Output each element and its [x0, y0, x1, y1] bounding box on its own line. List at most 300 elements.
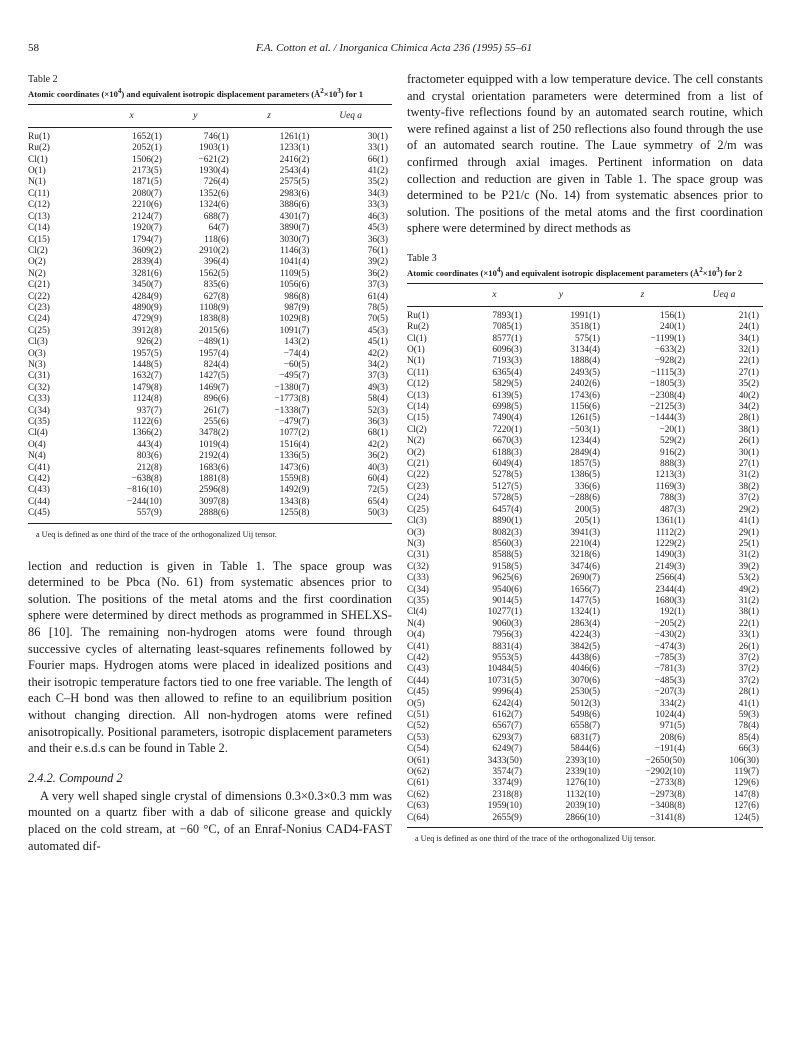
table-cell: 34(2) [738, 402, 759, 413]
atom-label: C(13) [407, 390, 429, 401]
table-cell: 7193(3) [492, 356, 522, 367]
table-cell: 803(6) [136, 451, 162, 462]
table-cell: 1516(4) [279, 439, 310, 450]
table-cell: 156(1) [660, 310, 685, 321]
table-cell: 2493(5) [570, 367, 600, 378]
table-cell: −2125(3) [650, 402, 685, 413]
atom-label: O(2) [407, 447, 425, 458]
column-header: x [467, 283, 522, 306]
table-cell: 1448(5) [132, 359, 162, 370]
table-cell: 9553(5) [492, 652, 522, 663]
table-cell: 1857(5) [570, 459, 600, 470]
table-cell: −2973(8) [650, 789, 685, 800]
table-row [407, 516, 763, 527]
table-cell: 68(1) [367, 428, 388, 439]
table-cell: 2318(8) [492, 789, 522, 800]
atom-label: Cl(4) [407, 607, 427, 618]
table-row [407, 402, 763, 413]
table-cell: 1473(6) [279, 462, 310, 473]
table-cell: 1871(5) [132, 177, 162, 188]
column-header: y [162, 104, 229, 127]
table-cell: 8890(1) [492, 516, 522, 527]
table-3-grid [407, 283, 763, 828]
table-cell: 21(1) [738, 310, 759, 321]
table-row [28, 212, 392, 223]
table-cell: 3609(2) [132, 245, 162, 256]
table-cell: 788(3) [660, 493, 685, 504]
atom-label: C(12) [407, 379, 429, 390]
table-cell: 4890(9) [132, 302, 162, 313]
column-header: x [101, 104, 162, 127]
table-row [407, 687, 763, 698]
table-cell: −638(8) [131, 474, 162, 485]
table-cell: 1261(1) [279, 131, 310, 142]
atom-label: C(24) [28, 314, 50, 325]
table-cell: 2543(4) [279, 166, 310, 177]
table-row [407, 585, 763, 596]
table-cell: 1213(3) [655, 470, 685, 481]
table-cell: −60(5) [283, 359, 310, 370]
table-cell: 40(2) [738, 390, 759, 401]
table-cell: 70(5) [367, 314, 388, 325]
table-row [407, 528, 763, 539]
table-cell: 1656(7) [570, 584, 600, 595]
table-row [28, 292, 392, 303]
table-cell: 8831(4) [492, 641, 522, 652]
table-row [28, 440, 392, 451]
table-cell: 52(3) [367, 405, 388, 416]
table-row [407, 607, 763, 618]
table-cell: 8560(3) [492, 538, 522, 549]
atom-label: N(3) [407, 538, 425, 549]
table-cell: 896(6) [203, 394, 229, 405]
table-row [407, 664, 763, 675]
table-cell: 5498(6) [570, 710, 600, 721]
atom-label: C(23) [407, 481, 429, 492]
table-cell: −3408(8) [650, 801, 685, 812]
table-row [28, 166, 392, 177]
table-cell: 33(3) [367, 200, 388, 211]
table-row [407, 630, 763, 641]
table-cell: 29(1) [738, 527, 759, 538]
table-cell: 53(2) [738, 573, 759, 584]
table-row [28, 246, 392, 257]
table-cell: −205(2) [654, 618, 685, 629]
table-cell: 2210(6) [132, 200, 162, 211]
table-cell: 9540(6) [492, 584, 522, 595]
table-cell: 3450(7) [132, 280, 162, 291]
table-row [28, 474, 392, 485]
table-cell: 3912(8) [132, 325, 162, 336]
atom-label: Cl(3) [407, 516, 427, 527]
atom-label: C(43) [407, 664, 429, 675]
table-cell: 2849(4) [570, 447, 600, 458]
table-cell: 1920(7) [132, 223, 162, 234]
section-heading: 2.4.2. Compound 2 [28, 770, 123, 785]
table-cell: −1115(3) [650, 367, 685, 378]
table-row [28, 189, 392, 200]
table-cell: 35(2) [367, 177, 388, 188]
atom-label: C(62) [407, 789, 429, 800]
table-cell: 76(1) [367, 245, 388, 256]
table-cell: 6049(4) [492, 459, 522, 470]
atom-label: C(35) [407, 595, 429, 606]
table-cell: 2530(5) [570, 687, 600, 698]
atom-label: C(31) [407, 550, 429, 561]
table-cell: 2149(3) [655, 561, 685, 572]
table-cell: 2866(10) [522, 813, 600, 828]
table-cell: 4046(6) [570, 664, 600, 675]
atom-label: C(14) [28, 223, 50, 234]
table-cell: 45(3) [367, 223, 388, 234]
table-cell: 39(2) [738, 561, 759, 572]
table-3-caption: Atomic coordinates $(\times 10^4)$ and equivalent isotropic displacement parameters $(Å^2\times 10^3)$ for 2 [407, 265, 743, 278]
table-cell: 557(9) [101, 508, 162, 523]
table-cell: 2344(4) [655, 584, 685, 595]
table-cell: 7085(1) [492, 322, 522, 333]
table-row [407, 653, 763, 664]
table-cell: 42(2) [367, 439, 388, 450]
table-cell: 38(1) [738, 607, 759, 618]
table-cell: 45(1) [367, 337, 388, 348]
atom-label: Ru(1) [407, 310, 429, 321]
table-cell: 37(2) [738, 675, 759, 686]
table-row [407, 756, 763, 767]
table-cell: 8588(5) [492, 550, 522, 561]
table-cell: 1077(2) [279, 428, 310, 439]
atom-label: C(11) [407, 367, 429, 378]
table-row [407, 573, 763, 584]
table-cell: −621(2) [198, 154, 229, 165]
table-cell: 6249(7) [492, 744, 522, 755]
table-cell: 1169(3) [655, 481, 685, 492]
table-cell: −781(3) [654, 664, 685, 675]
table-cell: 35(2) [738, 379, 759, 390]
table-cell: 66(1) [367, 154, 388, 165]
table-cell: 31(2) [738, 595, 759, 606]
table-cell: 3474(6) [570, 561, 600, 572]
table-cell: 3574(7) [492, 767, 522, 778]
table-cell: 1366(2) [132, 428, 162, 439]
table-cell: 39(2) [367, 257, 388, 268]
table-cell: 2575(5) [279, 177, 310, 188]
table-row [407, 710, 763, 721]
table-cell: 49(3) [367, 382, 388, 393]
table-cell: 6998(5) [492, 402, 522, 413]
table-cell: −1773(8) [274, 394, 310, 405]
table-cell: 1336(5) [279, 451, 310, 462]
atom-label: C(42) [28, 474, 50, 485]
table-cell: 45(3) [367, 325, 388, 336]
table-cell: 1108(9) [199, 302, 229, 313]
body-paragraph-3: fractometer equipped with a low temperature device. The cell constants and crystal orientation parameters were determined from a list of twenty-five reflections found by an automated search routine, which were refined against a list of 250 reflections also found through the use of an automated search routine. The Laue symmetry of 2/m was confirmed through axial images. Pertinent information on data collection and reduction are given in Table 1. The space group was determined to be P21/c (No. 14) from systematic absences prior to solution. The positions of the metal atoms and the first coordination sphere were determined by direct methods as [407, 72, 763, 236]
atom-label: N(4) [28, 451, 46, 462]
table-2-caption: Atomic coordinates $(\times 10^4)$ and equivalent isotropic displacement parameters $(Å^2\times 10^3)$ for 1 [28, 87, 364, 99]
table-cell: 1352(6) [199, 188, 229, 199]
table-row [407, 596, 763, 607]
table-cell: 529(2) [660, 436, 685, 447]
atom-label: O(61) [407, 755, 430, 766]
table-row [407, 459, 763, 470]
atom-label: C(25) [407, 504, 429, 515]
table-cell: 27(1) [738, 367, 759, 378]
table-cell: 10277(1) [487, 607, 522, 618]
table-row [407, 379, 763, 390]
table-cell: 3097(8) [199, 496, 229, 507]
table-cell: 987(9) [284, 302, 310, 313]
atom-label: C(21) [407, 459, 429, 470]
table-cell: 1490(3) [655, 550, 685, 561]
table-cell: 31(2) [738, 550, 759, 561]
table-cell: 926(2) [136, 337, 162, 348]
atom-label: C(41) [28, 462, 50, 473]
atom-label: C(23) [28, 302, 50, 313]
table-row [28, 451, 392, 462]
atom-label: C(12) [28, 200, 50, 211]
table-cell: 1632(7) [132, 371, 162, 382]
table-cell: −1380(7) [274, 382, 310, 393]
table-cell: 38(1) [738, 424, 759, 435]
table-cell: 37(2) [738, 664, 759, 675]
table-cell: 10731(5) [487, 675, 522, 686]
table-row [407, 721, 763, 732]
table-cell: 824(4) [203, 359, 229, 370]
column-header: y [522, 283, 600, 306]
table-cell: −495(7) [279, 371, 310, 382]
table-row [28, 257, 392, 268]
table-cell: 5844(6) [570, 744, 600, 755]
table-cell: 106(30) [729, 755, 759, 766]
table-cell: 64(7) [208, 223, 229, 234]
table-cell: 1255(8) [229, 508, 310, 523]
table-cell: 118(6) [204, 234, 229, 245]
table-cell: 2080(7) [132, 188, 162, 199]
table-cell: 58(4) [367, 394, 388, 405]
table-cell: 1930(4) [199, 166, 229, 177]
table-cell: 36(3) [367, 417, 388, 428]
table-row [407, 744, 763, 755]
table-cell: 27(1) [738, 459, 759, 470]
table-cell: 1386(5) [570, 470, 600, 481]
table-row [28, 303, 392, 314]
atom-label: Cl(2) [28, 245, 48, 256]
table-cell: 1156(6) [570, 402, 600, 413]
atom-label: C(34) [28, 405, 50, 416]
table-cell: −20(1) [659, 424, 685, 435]
atom-label: C(61) [407, 778, 429, 789]
table-cell: 34(1) [738, 333, 759, 344]
table-cell: 1794(7) [132, 234, 162, 245]
table-row [28, 280, 392, 291]
page-number: 58 [28, 42, 39, 54]
table-cell: 7220(1) [492, 424, 522, 435]
table-row [407, 448, 763, 459]
table-cell: −430(2) [654, 630, 685, 641]
atom-label: Ru(1) [28, 131, 50, 142]
table-cell: −479(7) [279, 417, 310, 428]
table-cell: 1261(5) [570, 413, 600, 424]
table-cell: 6242(4) [492, 698, 522, 709]
atom-label: O(4) [407, 630, 425, 641]
table-row [407, 334, 763, 345]
table-cell: −633(2) [654, 345, 685, 356]
table-cell: −785(3) [654, 652, 685, 663]
table-cell: 6831(7) [570, 732, 600, 743]
atom-label: C(63) [407, 801, 429, 812]
column-header: z [600, 283, 685, 306]
atom-label: O(3) [28, 348, 46, 359]
table-row [407, 562, 763, 573]
atom-label: N(2) [407, 436, 425, 447]
table-row [407, 733, 763, 744]
atom-label: O(4) [28, 439, 46, 450]
table-row [28, 177, 392, 188]
table-cell: 50(3) [309, 508, 392, 523]
table-cell: 1132(10) [565, 789, 600, 800]
table-cell: 41(1) [738, 516, 759, 527]
table-cell: 5127(5) [492, 481, 522, 492]
table-row [407, 470, 763, 481]
table-cell: 2039(10) [565, 801, 600, 812]
table-cell: 147(8) [734, 789, 759, 800]
atom-label: C(44) [407, 675, 429, 686]
table-row [407, 550, 763, 561]
table-2-footnote: a Ueq is defined as one third of the trace of the orthogonalized Uij tensor. [36, 529, 277, 539]
table-row [407, 306, 763, 322]
table-cell: 8082(3) [492, 527, 522, 538]
table-row [407, 767, 763, 778]
table-cell: −816(10) [126, 485, 162, 496]
table-cell: 986(8) [284, 291, 310, 302]
table-cell: 119(7) [734, 767, 759, 778]
table-cell: 3941(3) [570, 527, 600, 538]
table-cell: 6558(7) [570, 721, 600, 732]
table-cell: 1683(6) [199, 462, 229, 473]
body-paragraph-1: lection and reduction is given in Table 1. The space group was determined to be Pbca (No. 61) from systematic absences prior to solution. The positions of the metal atoms and the first coordination sphere were determined by direct methods as programmed in SHELXS-86 [10]. The remaining non-hydrogen atoms were found through successive cycles of alternating least-squares refinements followed by Fourier maps. Hydrogen atoms were placed in idealized positions and their isotropic temperature factors tied to one free variable. The length of each C–H bond was then allowed to refine to an equilibrium position without changing direction. All non-hydrogen atoms were refined anisotropically. Positional parameters, isotropic displacement parameters and their e.s.d.s can be found in Table 2. [28, 558, 392, 756]
table-cell: 4224(3) [570, 630, 600, 641]
table-cell: 1957(4) [199, 348, 229, 359]
table-cell: 2015(6) [199, 325, 229, 336]
table-cell: 1124(8) [132, 394, 162, 405]
body-paragraph-2: A very well shaped single crystal of dimensions 0.3×0.3×0.3 mm was mounted on a quartz fiber with a dab of silicone grease and quickly placed on the cold stream, at −60 °C, of an Enraf-Nonius CAD4-FAST automated dif- [28, 788, 392, 853]
atom-label: O(3) [407, 527, 425, 538]
table-cell: 888(3) [660, 459, 685, 470]
atom-label: O(2) [28, 257, 46, 268]
table-cell: 3842(5) [570, 641, 600, 652]
table-cell: 9625(6) [492, 573, 522, 584]
table-cell: 22(1) [738, 618, 759, 629]
table-cell: 1029(8) [279, 314, 310, 325]
table-row [28, 485, 392, 496]
table-cell: 1427(5) [199, 371, 229, 382]
table-cell: 2596(8) [199, 485, 229, 496]
atom-label: N(1) [28, 177, 46, 188]
table-row [407, 493, 763, 504]
atom-label: C(22) [28, 291, 50, 302]
table-row [407, 425, 763, 436]
table-cell: 3518(1) [570, 322, 600, 333]
table-cell: 34(2) [367, 359, 388, 370]
table-cell: 37(2) [738, 652, 759, 663]
table-row [28, 383, 392, 394]
table-cell: 7490(4) [492, 413, 522, 424]
table-cell: 143(2) [284, 337, 310, 348]
column-header: Ueq a [685, 283, 763, 306]
table-cell: 34(3) [367, 188, 388, 199]
table-cell: 78(4) [738, 721, 759, 732]
table-cell: 3433(50) [487, 755, 522, 766]
atom-label: Ru(2) [28, 143, 50, 154]
table-cell: 205(1) [575, 516, 600, 527]
table-cell: 3886(6) [279, 200, 310, 211]
table-cell: 1903(1) [199, 143, 229, 154]
table-row [407, 391, 763, 402]
table-cell: 1506(2) [132, 154, 162, 165]
atom-label: O(5) [407, 698, 425, 709]
table-cell: 6365(4) [492, 367, 522, 378]
table-cell: 1562(5) [199, 268, 229, 279]
table-cell: 37(3) [367, 371, 388, 382]
table-cell: 1361(1) [655, 516, 685, 527]
table-cell: −3141(8) [600, 813, 685, 828]
table-cell: 208(6) [660, 732, 685, 743]
atom-label: C(15) [407, 413, 429, 424]
table-row [407, 322, 763, 333]
column-header: Ueq a [309, 104, 392, 127]
atom-label: Ru(2) [407, 322, 429, 333]
table-row [407, 778, 763, 789]
table-cell: 6162(7) [492, 710, 522, 721]
table-cell: 575(1) [575, 333, 600, 344]
running-head: F.A. Cotton et al. / Inorganica Chimica Acta 236 (1995) 55–61 [255, 42, 533, 54]
atom-label: C(22) [407, 470, 429, 481]
atom-label: C(11) [28, 188, 50, 199]
atom-label: C(33) [28, 394, 50, 405]
table-cell: 1234(4) [570, 436, 600, 447]
table-cell: 32(1) [738, 345, 759, 356]
table-cell: 2888(6) [162, 508, 229, 523]
atom-label: C(33) [407, 573, 429, 584]
table-cell: 4438(6) [570, 652, 600, 663]
table-cell: 2566(4) [655, 573, 685, 584]
table-row [407, 539, 763, 550]
table-cell: 1652(1) [132, 131, 162, 142]
table-cell: 9060(3) [492, 618, 522, 629]
table-row [407, 619, 763, 630]
table-cell: 1229(2) [655, 538, 685, 549]
table-cell: 3218(6) [570, 550, 600, 561]
table-row [407, 436, 763, 447]
atom-label: Cl(1) [28, 154, 48, 165]
table-cell: −503(1) [569, 424, 600, 435]
table-cell: 212(8) [136, 462, 162, 473]
atom-label: C(41) [407, 641, 429, 652]
table-row [407, 413, 763, 424]
atom-label: Cl(4) [28, 428, 48, 439]
table-cell: 127(6) [734, 801, 759, 812]
atom-label: C(42) [407, 652, 429, 663]
table-cell: 3890(7) [279, 223, 310, 234]
table-cell: 37(2) [738, 493, 759, 504]
table-cell: 2210(4) [570, 538, 600, 549]
table-cell: 835(6) [203, 280, 229, 291]
table-cell: −191(4) [654, 744, 685, 755]
table-cell: 1091(7) [279, 325, 310, 336]
table-cell: 261(7) [203, 405, 229, 416]
table-row [28, 127, 392, 143]
table-cell: 3374(9) [492, 778, 522, 789]
table-row [28, 394, 392, 405]
